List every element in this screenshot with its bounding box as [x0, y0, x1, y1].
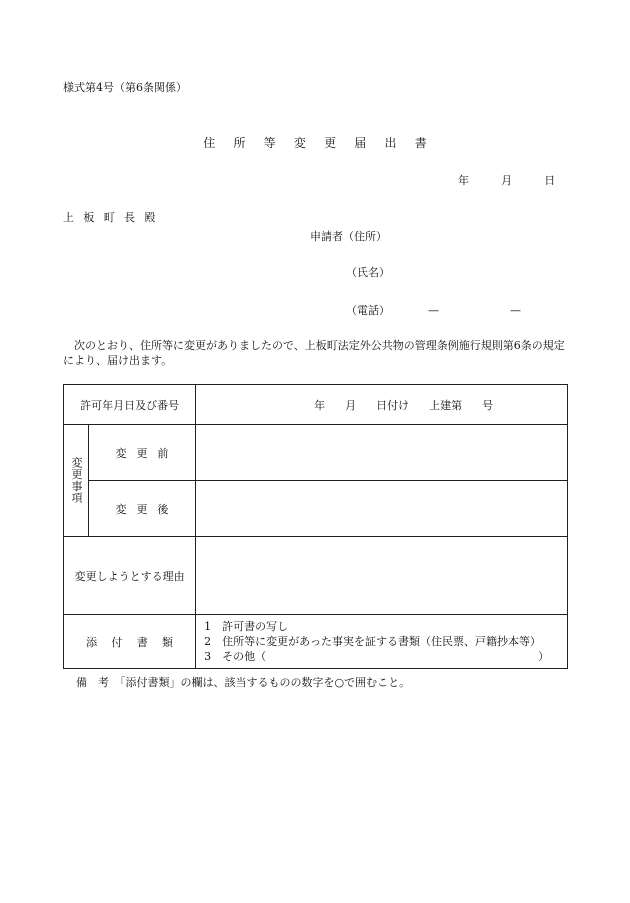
form-table — [63, 384, 568, 669]
table-row — [64, 537, 568, 615]
applicant-address-label: 申請者（住所） — [310, 230, 387, 243]
phone-separator: — — [510, 304, 521, 317]
table-row — [64, 425, 568, 481]
before-label: 変更前 — [88, 425, 195, 481]
table-row — [64, 615, 568, 669]
table-row — [64, 385, 568, 425]
table-row — [64, 481, 568, 537]
remarks: 備 考 「添付書類」の欄は、該当するものの数字を○で囲むこと。 — [76, 676, 411, 689]
addressee: 上板町長殿 — [63, 211, 165, 224]
attachments-list — [196, 615, 568, 669]
intro-paragraph: 次のとおり、住所等に変更がありましたので、上板町法定外公共物の管理条例施行規則第6条の規定により、届け出ます。 — [63, 339, 565, 367]
after-label: 変更後 — [88, 481, 195, 537]
attachment-other-row — [204, 649, 549, 664]
attachment-item: 2 住所等に変更があった事実を証する書類（住民票、戸籍抄本等） — [204, 635, 542, 648]
before-value — [196, 425, 568, 481]
attachments-label: 添付書類 — [64, 615, 196, 669]
attachment-item: 1 許可書の写し — [204, 620, 289, 633]
applicant-phone-label: （電話） — [346, 304, 390, 317]
after-value — [196, 481, 568, 537]
permit-label: 許可年月日及び番号 — [64, 385, 196, 425]
applicant-name-label: （氏名） — [346, 266, 390, 279]
change-items-label — [64, 425, 89, 537]
document-title: 住 所 等 変 更 届 出 書 — [203, 136, 434, 150]
form-number: 様式第4号（第6条関係） — [63, 81, 187, 94]
reason-label: 変更しようとする理由 — [64, 537, 196, 615]
phone-separator: — — [428, 304, 439, 317]
reason-value — [196, 537, 568, 615]
permit-value: 年 月 日付け 上建第 号 — [196, 385, 568, 425]
attachment-other-close: ） — [538, 650, 550, 663]
attachment-item: 3 その他（ — [204, 650, 267, 663]
change-items-text: 変更事項 — [69, 457, 83, 504]
date-line: 年 月 日 — [458, 174, 556, 187]
